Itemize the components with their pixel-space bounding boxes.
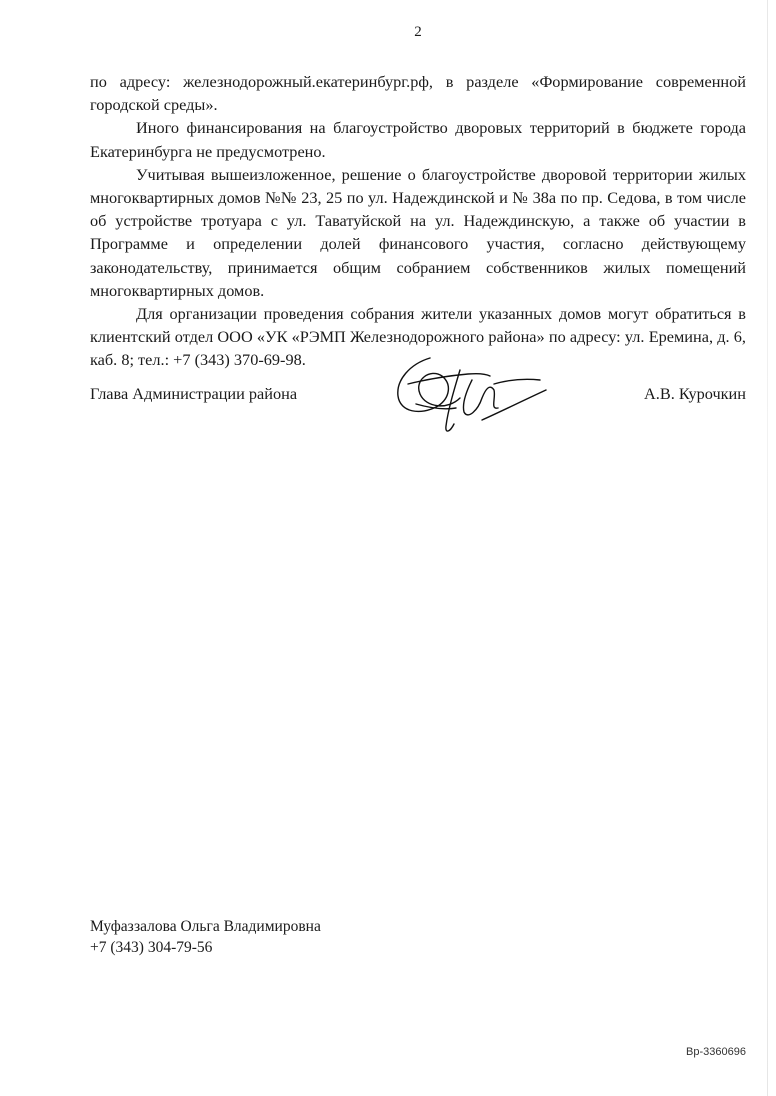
- signatory-name: А.В. Курочкин: [644, 384, 746, 403]
- document-registration-code: Вр-3360696: [686, 1046, 746, 1058]
- executor-name: Муфаззалова Ольга Владимировна: [90, 918, 321, 935]
- paragraph-address-continuation: по адресу: железнодорожный.екатеринбург.рф, в разделе «Формирование современной городской среды».: [90, 72, 746, 115]
- handwritten-signature: [390, 350, 560, 440]
- scan-edge-shadow: [767, 0, 768, 1096]
- letter-body: [90, 70, 746, 372]
- executor-info: [90, 916, 321, 958]
- signatory-position: Глава Администрации района: [90, 384, 298, 403]
- paragraph-decision: Учитывая вышеизложенное, решение о благоустройстве дворовой территории жилых многоквартирных домов №№ 23, 25 по ул. Надеждинской и № 38а по пр. Седова, в том числе об устройстве тротуара с ул. Таватуйской на ул. Надеждинскую, а также об участии в Программе и определении долей финансового участия, согласно действующему законодательству, принимается общим собранием собственников жилых помещений многоквартирных домов.: [90, 164, 746, 300]
- page-number: 2: [414, 24, 422, 40]
- paragraph-contact: Для организации проведения собрания жители указанных домов могут обратиться в клиентский отдел ООО «УК «РЭМП Железнодорожного района» по адресу: ул. Еремина, д. 6, каб. 8; тел.: +7 (343) 370-69-98.: [90, 304, 746, 370]
- paragraph-financing: Иного финансирования на благоустройство дворовых территорий в бюджете города Екатеринбурга не предусмотрено.: [90, 118, 746, 161]
- executor-phone: +7 (343) 304-79-56: [90, 939, 213, 956]
- signature-block: [90, 384, 746, 444]
